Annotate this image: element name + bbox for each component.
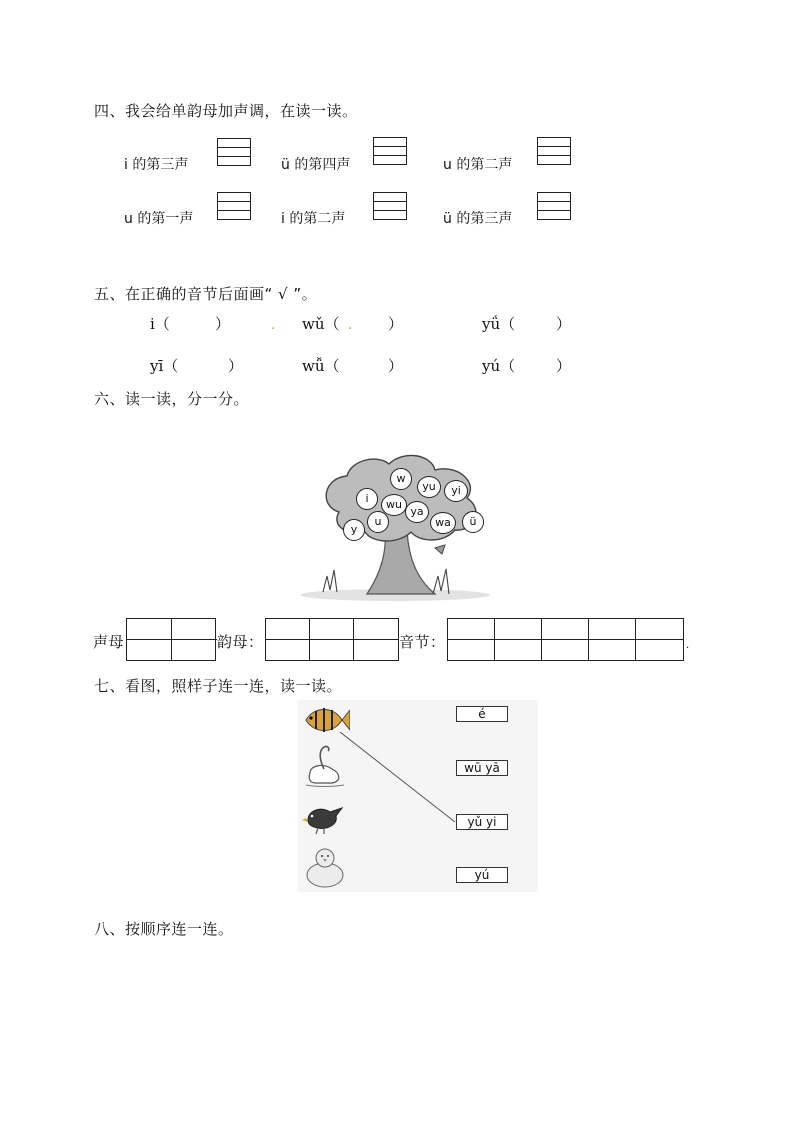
tone-writing-box-1[interactable] bbox=[217, 138, 251, 166]
paren-close: ） bbox=[388, 315, 404, 333]
section-4-title: 四、我会给单韵母加声调，在读一读。 bbox=[94, 102, 358, 120]
yinjie-label: 音节： bbox=[399, 633, 446, 651]
apple-letter: ü bbox=[462, 511, 484, 533]
apple-letter: yi bbox=[444, 480, 468, 502]
paren-close: ） bbox=[388, 357, 404, 375]
syllable-option: yú（ bbox=[482, 357, 516, 375]
shengmu-label: 声母 bbox=[93, 633, 125, 651]
paren-close: ） bbox=[556, 315, 572, 333]
syllable-option: yī（ bbox=[150, 357, 179, 375]
paren-close: ） bbox=[215, 315, 231, 333]
section-6-title: 六、读一读，分一分。 bbox=[94, 390, 250, 408]
syllable-option: i（ bbox=[150, 315, 170, 333]
dot-mark: . bbox=[271, 318, 276, 333]
syllable-option: yǘ（ bbox=[482, 315, 516, 333]
syllable-option: wǚ（ bbox=[302, 357, 340, 375]
paren-close: ） bbox=[556, 357, 572, 375]
tone-writing-box-3[interactable] bbox=[537, 137, 571, 165]
apple-letter: y bbox=[343, 519, 365, 541]
dot-mark: . bbox=[348, 318, 353, 333]
shengmu-grid[interactable] bbox=[126, 618, 216, 661]
apple-letter: yu bbox=[417, 476, 441, 498]
tone-writing-box-4[interactable] bbox=[217, 192, 251, 220]
apple-letter: u bbox=[367, 511, 389, 533]
word-card-yuyi[interactable]: yǔ yi bbox=[456, 814, 508, 830]
section-5-title: 五、在正确的音节后面画“ √ ”。 bbox=[94, 285, 318, 303]
yunmu-label: 韵母： bbox=[217, 633, 264, 651]
tone-item-4: u 的第一声 bbox=[124, 211, 194, 227]
tone-writing-box-6[interactable] bbox=[537, 192, 571, 220]
tone-item-6: ü 的第三声 bbox=[443, 211, 513, 227]
apple-letter: i bbox=[356, 488, 378, 510]
chick-icon bbox=[302, 845, 348, 889]
apple-letter: w bbox=[390, 468, 412, 490]
word-card-wuya[interactable]: wū yā bbox=[456, 760, 508, 776]
tone-writing-box-5[interactable] bbox=[373, 192, 407, 220]
connecting-line bbox=[340, 732, 460, 824]
syllable-option: wǔ（ bbox=[302, 315, 340, 333]
apple-letter: wu bbox=[381, 494, 407, 516]
tone-item-1: i 的第三声 bbox=[124, 157, 189, 173]
section-8-title: 八、按顺序连一连。 bbox=[94, 920, 234, 938]
yunmu-grid[interactable] bbox=[265, 618, 399, 661]
tone-item-3: u 的第二声 bbox=[443, 157, 513, 173]
tone-writing-box-2[interactable] bbox=[373, 137, 407, 165]
trailing-dot: . bbox=[686, 640, 690, 651]
yinjie-grid[interactable] bbox=[447, 618, 684, 661]
apple-letter: wa bbox=[430, 512, 456, 534]
paren-close: ） bbox=[228, 357, 244, 375]
apple-letter: ya bbox=[405, 501, 429, 523]
section-7-title: 七、看图，照样子连一连，读一读。 bbox=[94, 677, 343, 695]
word-card-yu[interactable]: yú bbox=[456, 867, 508, 883]
tone-item-2: ü 的第四声 bbox=[281, 157, 351, 173]
word-card-e[interactable]: é bbox=[456, 706, 508, 722]
tone-item-5: i 的第二声 bbox=[281, 211, 346, 227]
